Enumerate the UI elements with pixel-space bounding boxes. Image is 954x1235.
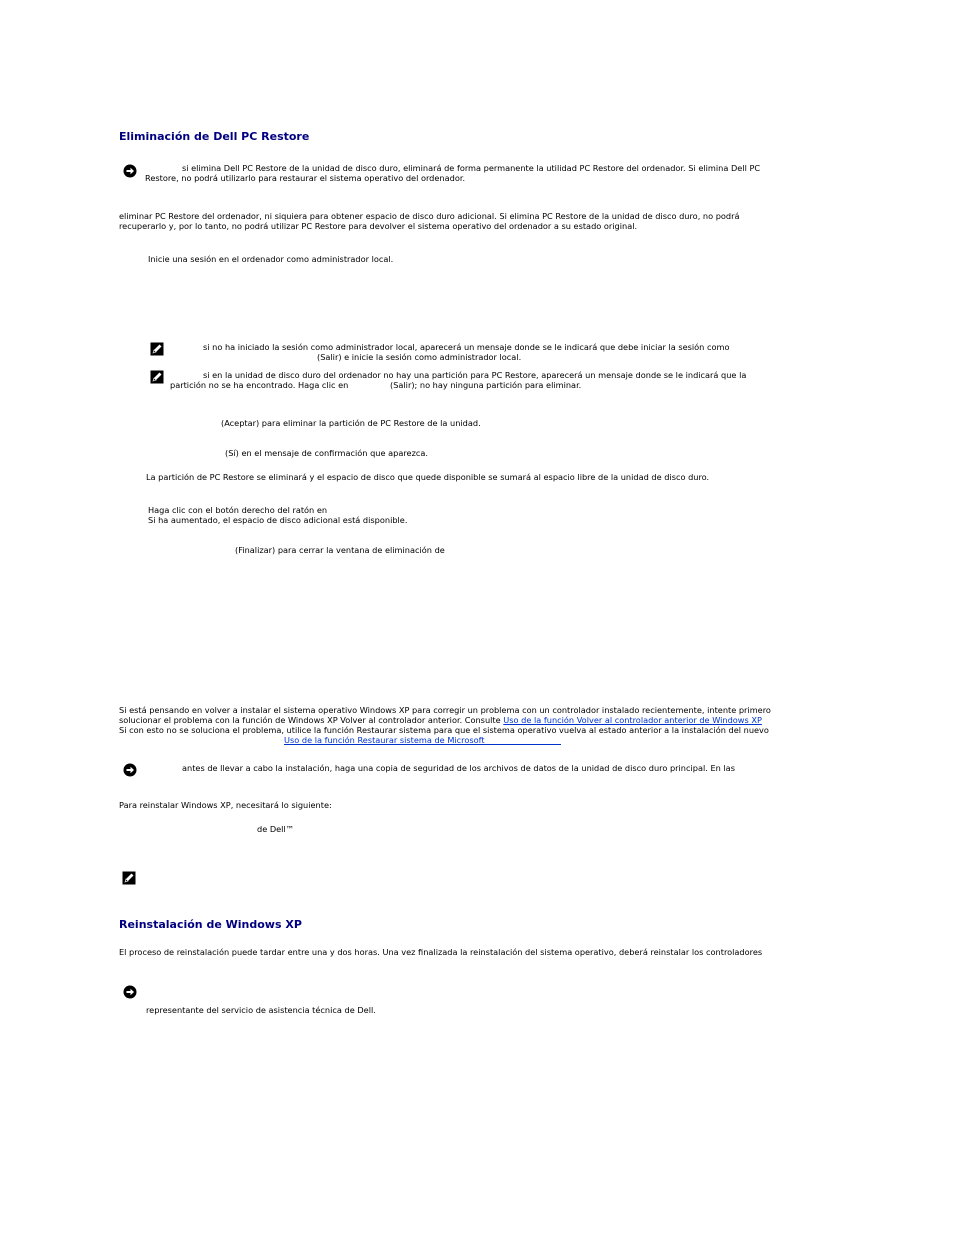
step-check-line2: Si ha aumentado, el espacio de disco adicional está disponible. bbox=[148, 515, 408, 525]
note2-line1: si en la unidad de disco duro del ordenador no hay una partición para PC Restore, aparecerá un mensaje donde se le indicará que la bbox=[203, 370, 747, 380]
notice-icon bbox=[123, 985, 137, 999]
step-result: La partición de PC Restore se eliminará y el espacio de disco que quede disponible se sumará al espacio libre de la unidad de disco duro. bbox=[146, 472, 710, 482]
link-volver-controlador-anterior[interactable]: Uso de la función Volver al controlador anterior de Windows XP bbox=[503, 715, 762, 725]
step-si: (Sí) en el mensaje de confirmación que aparezca. bbox=[225, 448, 428, 458]
note2-line2b: (Salir); no hay ninguna partición para eliminar. bbox=[390, 380, 582, 390]
notice-text-line1: si elimina Dell PC Restore de la unidad de disco duro, eliminará de forma permanente la utilidad PC Restore del ordenador. Si elimina Dell PC bbox=[182, 163, 761, 173]
notice-icon bbox=[123, 763, 137, 777]
note-icon bbox=[122, 871, 136, 885]
xp-need-item: de Dell™ bbox=[257, 824, 294, 834]
note-icon bbox=[150, 342, 164, 356]
note2-line2a: partición no se ha encontrado. Haga clic en bbox=[170, 380, 349, 390]
step-login: Inicie una sesión en el ordenador como administrador local. bbox=[148, 254, 394, 264]
note1-line1: si no ha iniciado la sesión como administrador local, aparecerá un mensaje donde se le indicará que debe iniciar la sesión como bbox=[203, 342, 730, 352]
notice-icon bbox=[123, 164, 137, 178]
paragraph-line2: recuperarlo y, por lo tanto, no podrá utilizar PC Restore para devolver el sistema operativo del ordenador a su estado original. bbox=[119, 221, 638, 231]
reinstall-para: El proceso de reinstalación puede tardar entre una y dos horas. Una vez finalizada la reinstalación del sistema operativo, deberá reinstalar los controladores bbox=[119, 947, 763, 957]
link-underline-extension bbox=[284, 744, 561, 745]
step-finalizar: (Finalizar) para cerrar la ventana de eliminación de bbox=[235, 545, 445, 555]
heading-eliminacion-pc-restore: Eliminación de Dell PC Restore bbox=[119, 130, 310, 143]
xp-para-line1: Si está pensando en volver a instalar el sistema operativo Windows XP para corregir un problema con un controlador instalado recientemente, intente primero bbox=[119, 705, 771, 715]
reinstall-notice-line2: representante del servicio de asistencia técnica de Dell. bbox=[146, 1005, 376, 1015]
link-restaurar-sistema[interactable]: Uso de la función Restaurar sistema de Microsoft bbox=[284, 735, 485, 745]
step-aceptar: (Aceptar) para eliminar la partición de PC Restore de la unidad. bbox=[221, 418, 481, 428]
xp-notice-text: antes de llevar a cabo la instalación, haga una copia de seguridad de los archivos de datos de la unidad de disco duro principal. En las bbox=[182, 763, 735, 773]
heading-reinstalacion-windows-xp: Reinstalación de Windows XP bbox=[119, 918, 302, 931]
step-check-line1: Haga clic con el botón derecho del ratón en bbox=[148, 505, 328, 515]
notice-text-line2: Restore, no podrá utilizarlo para restaurar el sistema operativo del ordenador. bbox=[145, 173, 466, 183]
xp-para-line2-text: solucionar el problema con la función de Windows XP Volver al controlador anterior. Consulte bbox=[119, 715, 501, 725]
xp-para-line3: Si con esto no se soluciona el problema, utilice la función Restaurar sistema para que el sistema operativo vuelva al estado anterior a la instalación del nuevo bbox=[119, 725, 769, 735]
paragraph-line1: eliminar PC Restore del ordenador, ni siquiera para obtener espacio de disco duro adicional. Si elimina PC Restore de la unidad de disco duro, no podrá bbox=[119, 211, 740, 221]
note-icon bbox=[150, 370, 164, 384]
xp-needs: Para reinstalar Windows XP, necesitará lo siguiente: bbox=[119, 800, 332, 810]
xp-para-line2 bbox=[119, 715, 762, 725]
note1-line2: (Salir) e inicie la sesión como administrador local. bbox=[317, 352, 522, 362]
